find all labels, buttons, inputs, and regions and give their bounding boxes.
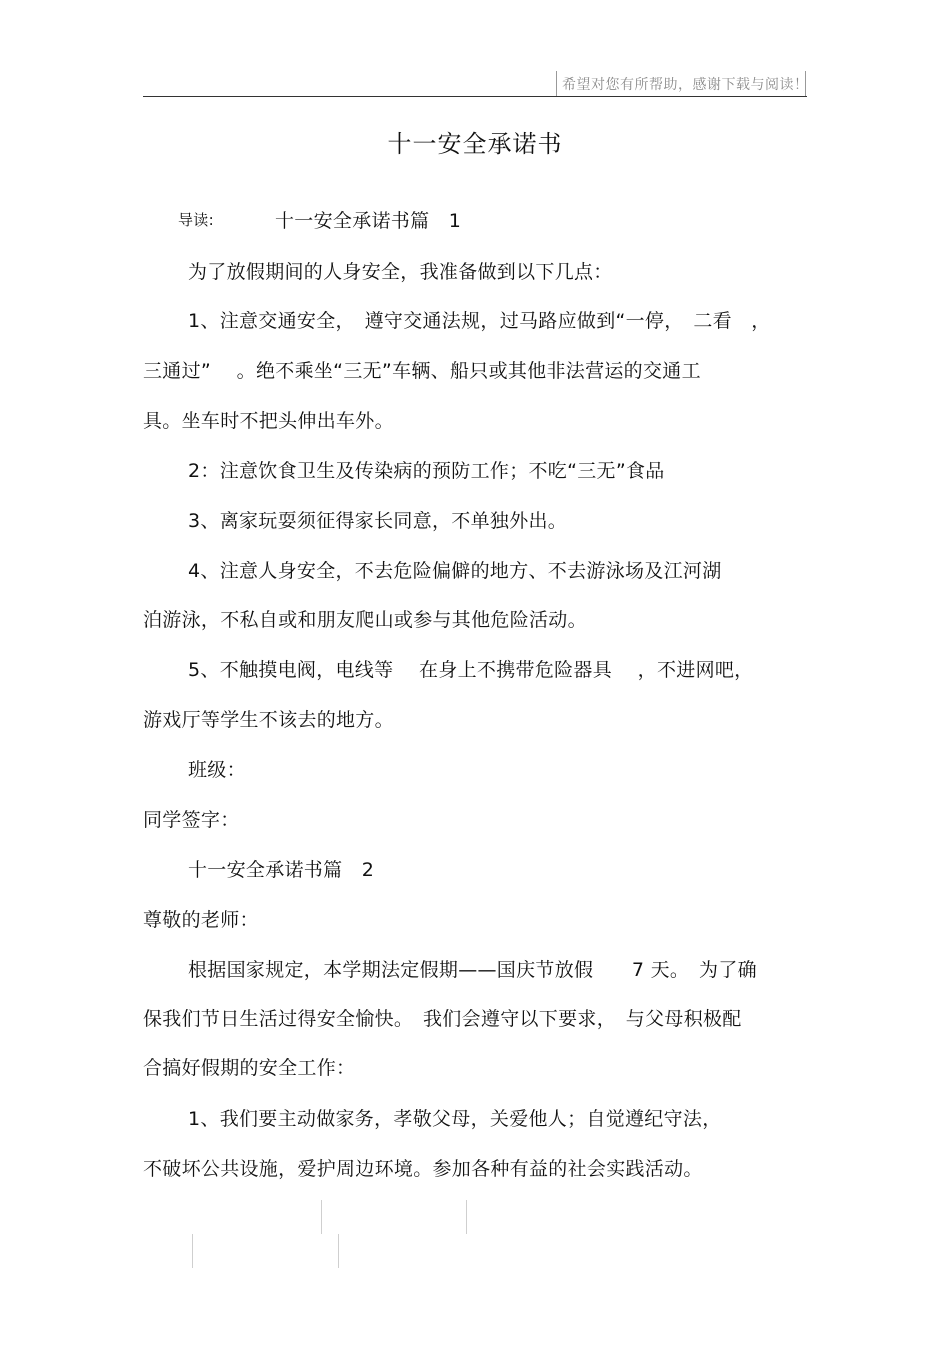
- section2-para1-line3: 合搞好假期的安全工作：: [143, 1057, 356, 1079]
- header-tagline: 希望对您有所帮助，感谢下载与阅读！: [562, 77, 809, 93]
- section1-item5-line2: 游戏厅等学生不该去的地方。: [143, 709, 394, 731]
- table-border-fragment: [466, 1200, 467, 1234]
- section1-item4-line1: 4、注意人身安全，不去危险偏僻的地方、不去游泳场及江河湖: [188, 560, 722, 582]
- section2-para1-line2: 保我们节日生活过得安全愉快。 我们会遵守以下要求， 与父母积极配: [143, 1008, 742, 1030]
- section1-item4-line2: 泊游泳，不私自或和朋友爬山或参与其他危险活动。: [143, 609, 587, 631]
- section1-item1-line3: 具。坐车时不把头伸出车外。: [143, 410, 394, 432]
- class-label: 班级：: [188, 759, 246, 781]
- section2-para1-line1: 根据国家规定，本学期法定假期——国庆节放假 7 天。 为了确: [188, 959, 757, 981]
- section1-item2: 2：注意饮食卫生及传染病的预防工作；不吃“三无”食品: [188, 460, 665, 482]
- section1-item5-line1: 5、不触摸电阀，电线等 在身上不携带危险器具 ，不进网吧，: [188, 659, 754, 681]
- section2-item1-line2: 不破坏公共设施，爱护周边环境。参加各种有益的社会实践活动。: [143, 1158, 703, 1180]
- section1-item1-line2: 三通过” 。绝不乘坐“三无”车辆、船只或其他非法营运的交通工: [143, 360, 701, 382]
- section2-heading: 十一安全承诺书篇 2: [188, 859, 375, 881]
- lead-label: 导读:: [178, 211, 214, 229]
- section1-item1-line1: 1、注意交通安全， 遵守交通法规，过马路应做到“一停， 二看 ，: [188, 310, 771, 332]
- table-border-fragment: [321, 1200, 322, 1234]
- lead-heading: 十一安全承诺书篇 1: [275, 210, 462, 232]
- document-title: 十一安全承诺书: [387, 130, 563, 158]
- section2-salutation: 尊敬的老师：: [143, 909, 259, 931]
- signature-label: 同学签字：: [143, 809, 240, 831]
- table-border-fragment: [338, 1234, 339, 1268]
- section1-intro: 为了放假期间的人身安全，我准备做到以下几点：: [188, 261, 613, 283]
- header-divider: [143, 96, 807, 97]
- table-border-fragment: [192, 1234, 193, 1268]
- section2-item1-line1: 1、我们要主动做家务，孝敬父母，关爱他人；自觉遵纪守法，: [188, 1108, 722, 1130]
- section1-item3: 3、离家玩耍须征得家长同意，不单独外出。: [188, 510, 568, 532]
